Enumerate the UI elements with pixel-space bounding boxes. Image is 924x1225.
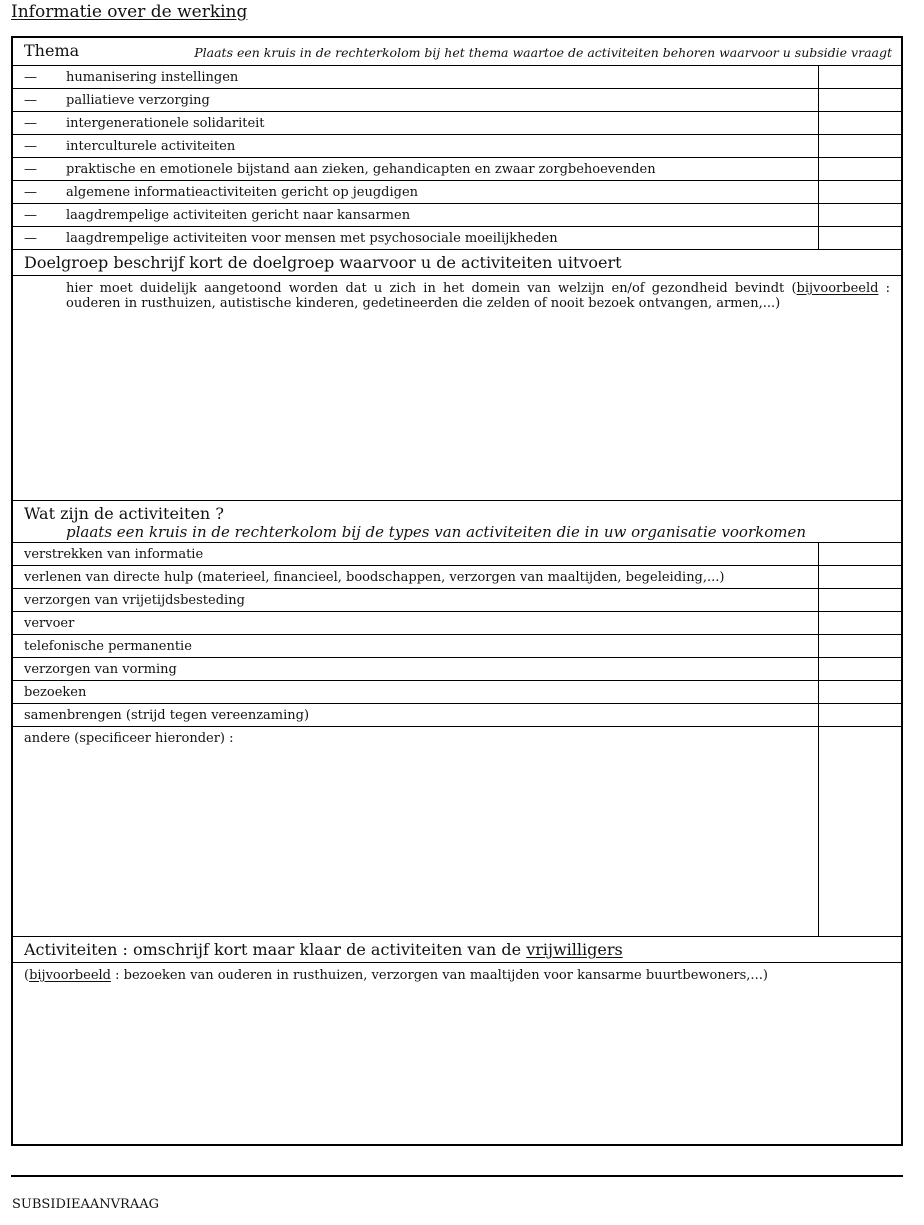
activity-checkbox-cell[interactable] <box>818 589 901 611</box>
example-word: bijvoorbeeld <box>29 968 111 983</box>
activity-info-form <box>11 36 903 1146</box>
dash-marker: — <box>24 231 37 246</box>
target-group-header <box>13 249 901 275</box>
volunteers-answer-area[interactable] <box>13 962 901 1144</box>
theme-checkbox-cell[interactable] <box>818 158 901 180</box>
activity-label: verstrekken van informatie <box>24 547 204 562</box>
theme-label: intergenerationele solidariteit <box>66 116 265 131</box>
theme-header <box>13 38 901 65</box>
dash-marker: — <box>24 185 37 200</box>
target-group-instructions: hier moet duidelijk aangetoond worden dat u zich in het domein van welzijn en/of gezondheid bevindt (bijvoorbeeld : ouderen in rusthuizen, autistische kinderen, gedetineerden die zelden of nooit bezoek ontvangen, armen,...) <box>66 281 891 311</box>
theme-checkbox-cell[interactable] <box>818 112 901 134</box>
theme-row-palliatief <box>13 88 901 111</box>
theme-checkbox-cell[interactable] <box>818 227 901 249</box>
activity-row-samenbrengen <box>13 703 901 726</box>
volunteers-emphasis: vrijwilligers <box>526 940 623 959</box>
example-word: bijvoorbeeld <box>796 281 879 296</box>
dash-marker: — <box>24 162 37 177</box>
activity-checkbox-cell[interactable] <box>818 612 901 634</box>
theme-row-psychosociaal <box>13 226 901 249</box>
activity-row-directe-hulp <box>13 565 901 588</box>
activity-label: telefonische permanentie <box>24 639 192 654</box>
theme-checkbox-cell[interactable] <box>818 135 901 157</box>
activity-checkbox-cell[interactable] <box>818 635 901 657</box>
theme-hint: Plaats een kruis in de rechterkolom bij het thema waartoe de activiteiten behoren waarvoor u subsidie vraagt <box>194 45 892 60</box>
volunteers-title: Activiteiten : omschrijf kort maar klaar de activiteiten van de vrijwilligers <box>24 940 623 959</box>
theme-label: algemene informatieactiviteiten gericht op jeugdigen <box>66 185 419 200</box>
activity-label: verzorgen van vrijetijdsbesteding <box>24 593 245 608</box>
activity-label: bezoeken <box>24 685 87 700</box>
theme-checkbox-cell[interactable] <box>818 204 901 226</box>
dash-marker: — <box>24 139 37 154</box>
volunteers-instructions: (bijvoorbeeld : bezoeken van ouderen in rusthuizen, verzorgen van maaltijden voor kansarme buurtbewoners,...) <box>24 968 768 983</box>
activity-row-telefonisch <box>13 634 901 657</box>
dash-marker: — <box>24 208 37 223</box>
theme-row-jeugdigen <box>13 180 901 203</box>
activity-checkbox-cell[interactable] <box>818 727 901 936</box>
theme-checkbox-cell[interactable] <box>818 89 901 111</box>
activity-row-bezoeken <box>13 680 901 703</box>
theme-row-humanisering <box>13 65 901 88</box>
footer-label: SUBSIDIEAANVRAAG <box>12 1197 159 1212</box>
activity-row-vorming <box>13 657 901 680</box>
volunteers-header <box>13 936 901 962</box>
activity-label: samenbrengen (strijd tegen vereenzaming) <box>24 708 310 723</box>
activity-row-informatie <box>13 542 901 565</box>
activity-checkbox-cell[interactable] <box>818 704 901 726</box>
theme-checkbox-cell[interactable] <box>818 181 901 203</box>
theme-label: humanisering instellingen <box>66 70 239 85</box>
activities-subtitle: plaats een kruis in de rechterkolom bij de types van activiteiten die in uw organisatie voorkomen <box>66 523 807 541</box>
activity-row-andere[interactable] <box>13 726 901 936</box>
activity-row-vervoer <box>13 611 901 634</box>
dash-marker: — <box>24 116 37 131</box>
activity-checkbox-cell[interactable] <box>818 681 901 703</box>
theme-row-intercultureel <box>13 134 901 157</box>
theme-row-bijstand <box>13 157 901 180</box>
target-group-title: Doelgroep beschrijf kort de doelgroep waarvoor u de activiteiten uitvoert <box>24 253 622 272</box>
activity-label: verlenen van directe hulp (materieel, financieel, boodschappen, verzorgen van maaltijden, begeleiding,...) <box>24 570 725 585</box>
activity-checkbox-cell[interactable] <box>818 566 901 588</box>
theme-label: laagdrempelige activiteiten gericht naar kansarmen <box>66 208 411 223</box>
activity-checkbox-cell[interactable] <box>818 658 901 680</box>
activities-header <box>13 500 901 542</box>
theme-label: praktische en emotionele bijstand aan zieken, gehandicapten en zwaar zorgbehoevenden <box>66 162 656 177</box>
activity-row-vrijetijd <box>13 588 901 611</box>
page-heading: Informatie over de werking <box>11 2 248 22</box>
dash-marker: — <box>24 70 37 85</box>
theme-label: interculturele activiteiten <box>66 139 236 154</box>
dash-marker: — <box>24 93 37 108</box>
theme-row-kansarmen <box>13 203 901 226</box>
activity-label: verzorgen van vorming <box>24 662 177 677</box>
theme-row-intergenerationeel <box>13 111 901 134</box>
theme-label: laagdrempelige activiteiten voor mensen met psychosociale moeilijkheden <box>66 231 558 246</box>
activity-other-label: andere (specificeer hieronder) : <box>24 731 234 746</box>
theme-label: palliatieve verzorging <box>66 93 210 108</box>
target-group-answer-area[interactable] <box>13 275 901 500</box>
theme-title: Thema <box>24 41 80 60</box>
theme-checkbox-cell[interactable] <box>818 66 901 88</box>
footer-divider <box>11 1175 903 1177</box>
activities-title: Wat zijn de activiteiten ? <box>24 504 224 523</box>
activity-label: vervoer <box>24 616 75 631</box>
activity-checkbox-cell[interactable] <box>818 543 901 565</box>
